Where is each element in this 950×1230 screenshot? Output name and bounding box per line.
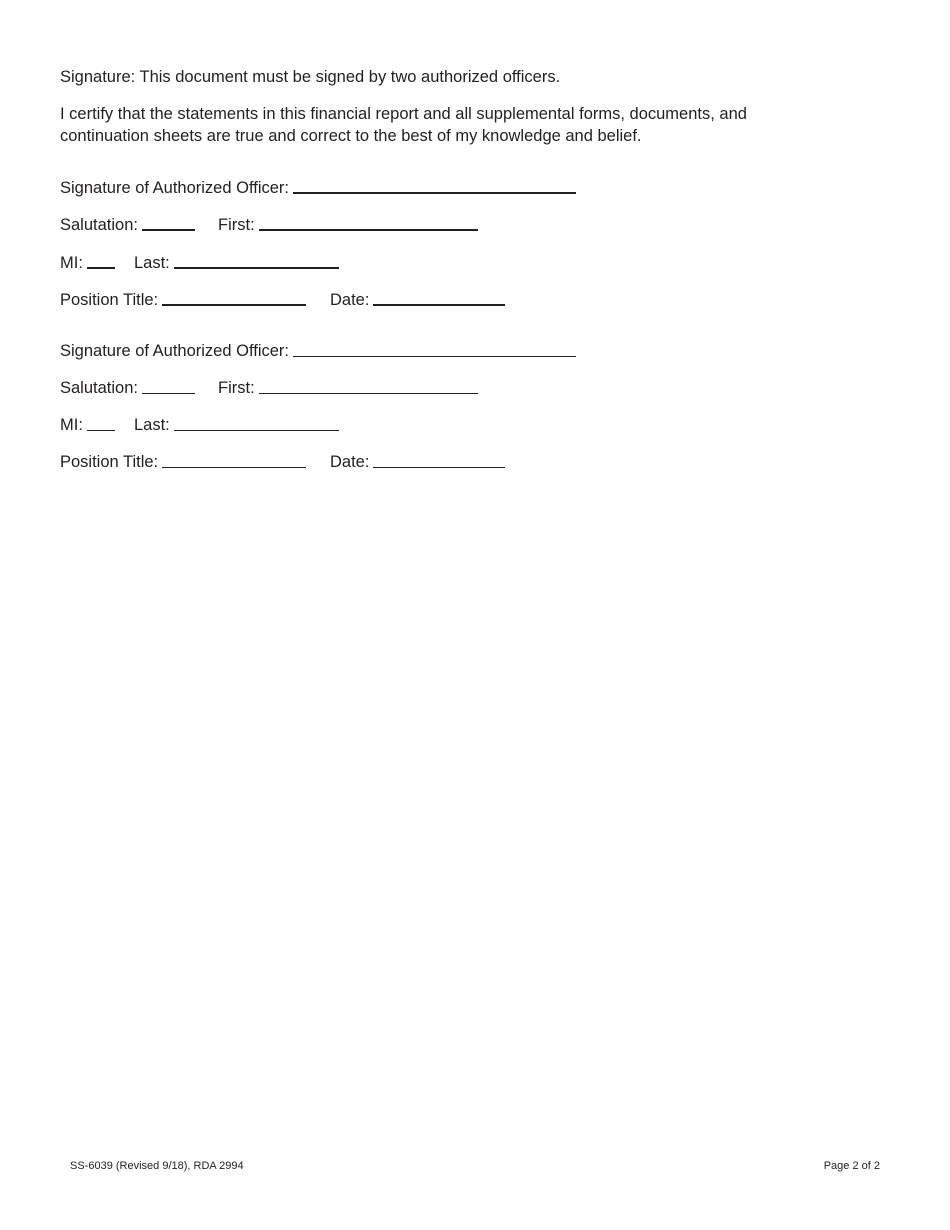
page-number: Page 2 of 2 <box>823 1160 880 1172</box>
salutation-input-line[interactable] <box>142 229 195 231</box>
date-input-line[interactable] <box>373 304 505 306</box>
last-name-input-line[interactable] <box>174 430 339 431</box>
date-label: Date: <box>330 453 370 471</box>
officer-2-salutation-field[interactable] <box>60 377 195 399</box>
officer-1-date-field[interactable] <box>330 289 505 311</box>
officer-2-mi-field[interactable] <box>60 414 115 436</box>
signature-label: Signature of Authorized Officer: <box>60 342 289 360</box>
date-label: Date: <box>330 291 370 309</box>
middle-initial-input-line[interactable] <box>87 267 115 269</box>
position-title-label: Position Title: <box>60 291 159 309</box>
last-name-label: Last: <box>134 254 170 272</box>
signature-label: Signature of Authorized Officer: <box>60 179 289 197</box>
officer-1-mi-field[interactable] <box>60 252 115 274</box>
salutation-label: Salutation: <box>60 216 138 234</box>
certification-text-line-2: continuation sheets are true and correct to the best of my knowledge and belief. <box>60 127 642 145</box>
officer-1-last-field[interactable] <box>134 252 339 274</box>
form-id-footer: SS-6039 (Revised 9/18), RDA 2994 <box>70 1160 244 1172</box>
last-name-label: Last: <box>134 416 170 434</box>
position-title-input-line[interactable] <box>162 467 306 468</box>
first-name-label: First: <box>218 216 255 234</box>
certification-text-line-1: I certify that the statements in this financial report and all supplemental forms, documents, and <box>60 105 747 123</box>
middle-initial-label: MI: <box>60 254 83 272</box>
position-title-input-line[interactable] <box>162 304 306 306</box>
officer-2-date-field[interactable] <box>330 451 505 473</box>
officer-1-signature-field[interactable] <box>60 177 576 199</box>
first-name-label: First: <box>218 379 255 397</box>
officer-2-signature-field[interactable] <box>60 340 576 362</box>
middle-initial-input-line[interactable] <box>87 430 115 431</box>
officer-2-position-title-field[interactable] <box>60 451 306 473</box>
signature-input-line[interactable] <box>293 192 576 194</box>
officer-1-salutation-field[interactable] <box>60 214 195 236</box>
signature-input-line[interactable] <box>293 356 576 357</box>
officer-2-last-field[interactable] <box>134 414 339 436</box>
salutation-label: Salutation: <box>60 379 138 397</box>
officer-1-position-title-field[interactable] <box>60 289 306 311</box>
first-name-input-line[interactable] <box>259 393 478 394</box>
last-name-input-line[interactable] <box>174 267 339 269</box>
officer-1-first-field[interactable] <box>218 214 478 236</box>
position-title-label: Position Title: <box>60 453 159 471</box>
officer-2-first-field[interactable] <box>218 377 478 399</box>
date-input-line[interactable] <box>373 467 505 468</box>
salutation-input-line[interactable] <box>142 393 195 394</box>
middle-initial-label: MI: <box>60 416 83 434</box>
signature-notice: Signature: This document must be signed by two authorized officers. <box>60 68 561 86</box>
first-name-input-line[interactable] <box>259 229 478 231</box>
